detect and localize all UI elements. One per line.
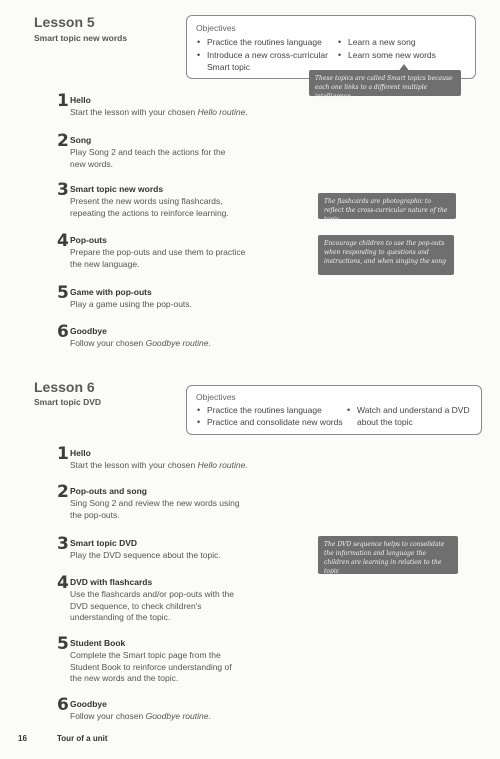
lesson5-objectives-heading: Objectives <box>196 23 236 33</box>
objective-item: • Learn a new song <box>338 37 416 47</box>
lesson5-subtitle: Smart topic new words <box>34 33 128 43</box>
step-number: 1 <box>57 444 69 464</box>
step-number: 6 <box>57 322 69 342</box>
step-description: Follow your chosen Goodbye routine. <box>70 711 211 721</box>
objective-item: • Learn some new words <box>338 50 436 60</box>
step-description: Use the flashcards and/or pop-outs with the DVD sequence, to check children's understanding of the topic. <box>70 589 234 622</box>
objective-item: • Practice the routines language <box>197 405 322 415</box>
step-number: 6 <box>57 695 69 715</box>
lesson6-objectives-heading: Objectives <box>196 392 236 402</box>
step-title: Hello <box>70 95 91 105</box>
step-number: 5 <box>57 634 69 654</box>
step-description: Start the lesson with your chosen Hello routine. <box>70 107 248 117</box>
step-title: Game with pop-outs <box>70 287 152 297</box>
step-description: Prepare the pop-outs and use them to practice the new language. <box>70 247 246 269</box>
objective-item: • Practice and consolidate new words <box>197 417 343 427</box>
step-description: Follow your chosen Goodbye routine. <box>70 338 211 348</box>
lesson6-subtitle: Smart topic DVD <box>34 397 102 407</box>
step-title: Goodbye <box>70 699 107 709</box>
step-number: 2 <box>57 131 69 151</box>
objective-item: • Watch and understand a DVD about the topic <box>347 405 470 427</box>
step-description: Play Song 2 and teach the actions for the new words. <box>70 147 226 169</box>
step-title: Song <box>70 135 92 145</box>
step-number: 4 <box>57 231 69 251</box>
step-number: 2 <box>57 482 69 502</box>
step-title: Student Book <box>70 638 126 648</box>
step-title: Pop-outs <box>70 235 107 245</box>
lesson5-title: Lesson 5 <box>34 14 95 30</box>
step-description: Sing Song 2 and review the new words using the pop-outs. <box>70 498 240 520</box>
step-description: Play a game using the pop-outs. <box>70 299 192 309</box>
teacher-tip-callout: Encourage children to use the pop-outs when responding to questions and instructions, and when singing the song <box>318 235 454 275</box>
footer-section-title: Tour of a unit <box>57 734 108 743</box>
step-number: 5 <box>57 283 69 303</box>
objective-item: • Introduce a new cross-curricular Smart topic <box>197 50 328 72</box>
step-number: 4 <box>57 573 69 593</box>
step-description: Complete the Smart topic page from the Student Book to reinforce understanding of the new words and the topic. <box>70 650 232 683</box>
step-title: Smart topic new words <box>70 184 164 194</box>
page-number: 16 <box>18 734 27 743</box>
step-description: Start the lesson with your chosen Hello routine. <box>70 460 248 470</box>
lesson6-objectives-box <box>186 385 482 435</box>
step-description: Present the new words using flashcards, repeating the actions to reinforce learning. <box>70 196 229 218</box>
step-title: Hello <box>70 448 91 458</box>
step-title: DVD with flashcards <box>70 577 153 587</box>
step-description: Play the DVD sequence about the topic. <box>70 550 221 560</box>
teacher-tip-callout: These topics are called Smart topics because each one links to a different multiple intelligence <box>309 70 461 96</box>
step-number: 3 <box>57 534 69 554</box>
objective-item: • Practice the routines language <box>197 37 322 47</box>
step-title: Smart topic DVD <box>70 538 138 548</box>
lesson6-title: Lesson 6 <box>34 379 95 395</box>
teacher-tip-callout: The DVD sequence helps to consolidate the information and language the children are learning in relation to the topic <box>318 536 458 574</box>
step-number: 1 <box>57 91 69 111</box>
step-title: Goodbye <box>70 326 107 336</box>
step-number: 3 <box>57 180 69 200</box>
teacher-tip-callout: The flashcards are photographic to reflect the cross-curricular nature of the topic <box>318 193 456 219</box>
step-title: Pop-outs and song <box>70 486 147 496</box>
